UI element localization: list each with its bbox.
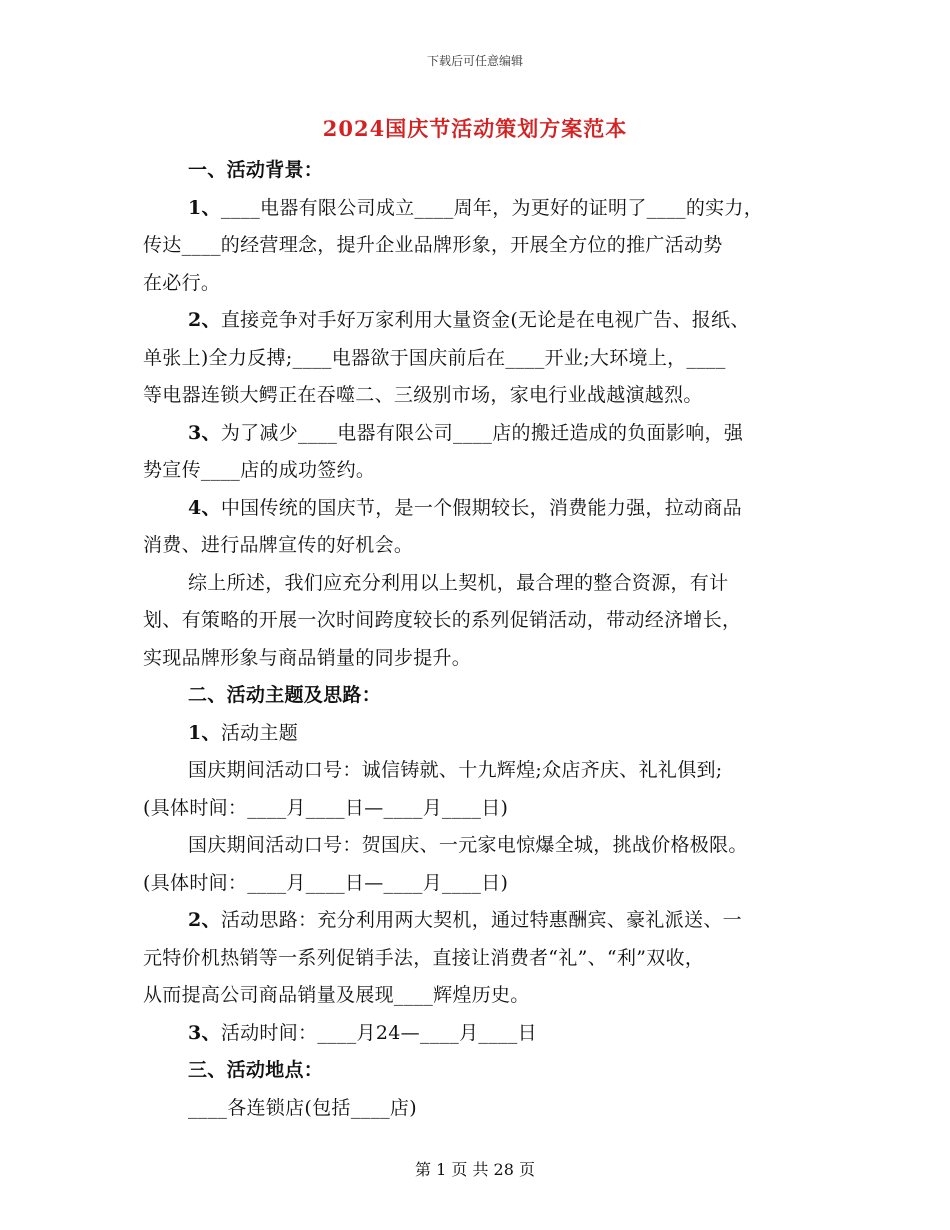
paragraph-line: (具体时间：____月____日—____月____日) [143,871,509,894]
item-number: 2、 [188,309,221,331]
paragraph-line: (具体时间：____月____日—____月____日) [143,796,509,819]
paragraph-line: 综上所述，我们应充分利用以上契机，最合理的整合资源，有计 [188,571,729,594]
paragraph-line: 势宣传____店的成功签约。 [143,459,376,481]
paragraph-line: 国庆期间活动口号：诚信铸就、十九辉煌;众店齐庆、礼礼俱到; [188,759,723,781]
page-footer: 第 1 页 共 28 页 [415,1160,535,1179]
paragraph-line: 1、____电器有限公司成立____周年，为更好的证明了____的实力， [188,196,764,219]
paragraph-line: 2、活动思路：充分利用两大契机，通过特惠酬宾、豪礼派送、一 [188,909,742,931]
paragraph-line: 实现品牌形象与商品销量的同步提升。 [143,646,472,669]
paragraph-line: 划、有策略的开展一次时间跨度较长的系列促销活动，带动经济增长， [143,609,742,631]
section-heading: 一、活动背景： [188,159,324,181]
section-heading: 三、活动地点： [188,1059,324,1081]
paragraph-line: 消费、进行品牌宣传的好机会。 [143,534,414,556]
paragraph-line: 3、为了减少____电器有限公司____店的搬迁造成的负面影响，强 [188,421,744,444]
document-title: 2024国庆节活动策划方案范本 [322,116,628,141]
paragraph-line: 4、中国传统的国庆节，是一个假期较长，消费能力强，拉动商品 [188,496,742,519]
paragraph-line: 3、活动时间：____月24—____月____日 [188,1021,537,1044]
paragraph-line: 传达____的经营理念，提升企业品牌形象，开展全方位的推广活动势 [143,234,723,256]
paragraph-line: 1、活动主题 [188,721,299,744]
header-note: 下载后可任意编辑 [426,54,523,68]
item-number: 1、 [188,721,221,744]
item-number: 3、 [188,421,221,444]
item-number: 4、 [188,496,221,519]
paragraph-line: 从而提高公司商品销量及展现____辉煌历史。 [143,984,530,1006]
item-number: 3、 [188,1021,221,1044]
paragraph-line: 等电器连锁大鳄正在吞噬二、三级别市场，家电行业战越演越烈。 [143,384,703,406]
paragraph-line: 单张上)全力反搏;____电器欲于国庆前后在____开业;大环境上，____ [143,346,726,369]
paragraph-line: ____各连锁店(包括____店) [188,1096,417,1119]
item-number: 2、 [188,909,221,931]
paragraph-line: 国庆期间活动口号：贺国庆、一元家电惊爆全城，挑战价格极限。 [188,834,748,856]
paragraph-line: 2、直接竞争对手好万家利用大量资金(无论是在电视广告、报纸、 [188,309,750,331]
section-heading: 二、活动主题及思路： [188,684,382,706]
document-body [143,152,815,1127]
item-number: 1、 [188,196,221,219]
paragraph-line: 元特价机热销等一系列促销手法，直接让消费者“礼”、“利”双收， [143,946,705,969]
paragraph-line: 在必行。 [143,271,221,294]
